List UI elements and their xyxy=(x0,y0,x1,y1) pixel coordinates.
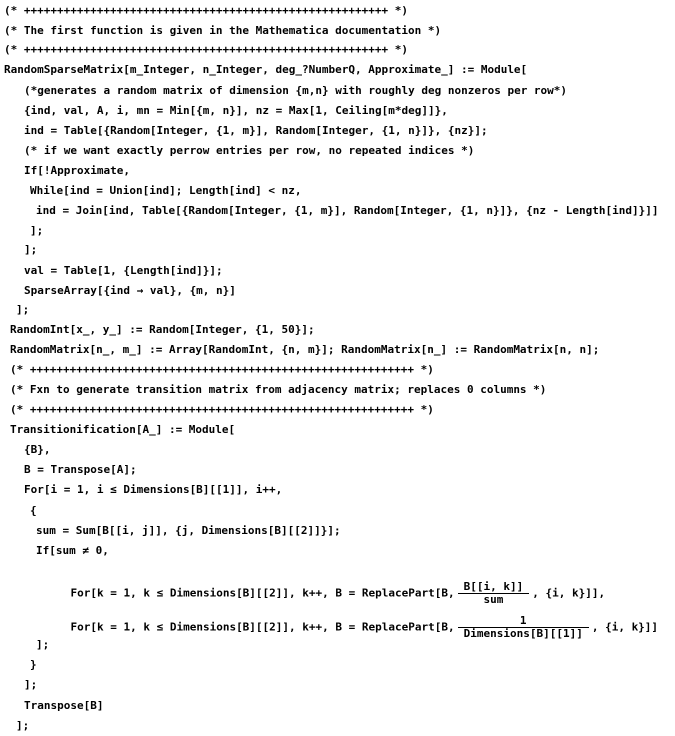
code-segment: , {i, k}]] xyxy=(591,620,659,634)
comment-line: (* The first function is given in the Mathematica documentation *) xyxy=(4,24,442,37)
comment-line: (* +++++++++++++++++++++++++++++++++++++++++++++++++++++++ *) xyxy=(4,4,408,17)
code-line: {B}, xyxy=(24,443,51,456)
code-line: ]; xyxy=(24,243,38,256)
code-line: Transitionification[A_] := Module[ xyxy=(10,423,236,436)
fraction-numerator: B[[i, k]] xyxy=(463,580,524,593)
code-line: ]; xyxy=(24,678,38,691)
code-line: B = Transpose[A]; xyxy=(24,463,137,476)
code-line-with-fraction xyxy=(44,602,658,653)
comment-line: (* ++++++++++++++++++++++++++++++++++++++++++++++++++++++++++ *) xyxy=(10,403,434,416)
fraction-numerator: 1 xyxy=(519,614,527,627)
fraction-denominator: sum xyxy=(458,593,530,606)
code-line: If[!Approximate, xyxy=(24,164,130,177)
code-line: RandomInt[x_, y_] := Random[Integer, {1, 50}]; xyxy=(10,323,315,336)
code-line: val = Table[1, {Length[ind]}]; xyxy=(24,264,223,277)
code-line: RandomMatrix[n_, m_] := Array[RandomInt, {n, m}]; RandomMatrix[n_] := RandomMatrix[n, n]; xyxy=(10,343,600,356)
code-segment: , {i, k}]], xyxy=(532,586,606,600)
code-line: ]; xyxy=(16,719,30,732)
code-line: {ind, val, A, i, mn = Min[{m, n}], nz = Max[1, Ceiling[m*deg]]}, xyxy=(24,104,448,117)
code-line: ]; xyxy=(16,303,30,316)
code-line: } xyxy=(30,658,37,671)
fraction-denominator: Dimensions[B][[1]] xyxy=(458,627,589,640)
code-line: sum = Sum[B[[i, j]], {j, Dimensions[B][[2]]}]; xyxy=(36,524,341,537)
code-line: SparseArray[{ind → val}, {m, n}] xyxy=(24,284,236,297)
code-segment: For[k = 1, k ≤ Dimensions[B][[2]], k++, B = ReplacePart[B, xyxy=(70,586,455,600)
comment-line: (* if we want exactly perrow entries per row, no repeated indices *) xyxy=(24,144,475,157)
code-line: ]; xyxy=(36,638,50,651)
code-line: ind = Join[ind, Table[{Random[Integer, {1, m}], Random[Integer, {1, n}]}, {nz - Length[ind]}]] xyxy=(36,204,659,217)
comment-line: (* Fxn to generate transition matrix from adjacency matrix; replaces 0 columns *) xyxy=(10,383,547,396)
comment-line: (*generates a random matrix of dimension {m,n} with roughly deg nonzeros per row*) xyxy=(24,84,568,97)
code-line: If[sum ≠ 0, xyxy=(36,544,109,557)
code-line: ind = Table[{Random[Integer, {1, m}], Random[Integer, {1, n}]}, {nz}]; xyxy=(24,124,488,137)
code-line: ]; xyxy=(30,224,44,237)
code-segment: For[k = 1, k ≤ Dimensions[B][[2]], k++, B = ReplacePart[B, xyxy=(70,620,455,634)
code-line: While[ind = Union[ind]; Length[ind] < nz, xyxy=(30,184,302,197)
code-line: { xyxy=(30,504,37,517)
fraction xyxy=(458,615,589,640)
code-line: For[i = 1, i ≤ Dimensions[B][[1]], i++, xyxy=(24,483,283,496)
code-line: RandomSparseMatrix[m_Integer, n_Integer, deg_?NumberQ, Approximate_] := Module[ xyxy=(4,63,528,76)
code-line: Transpose[B] xyxy=(24,699,104,712)
comment-line: (* +++++++++++++++++++++++++++++++++++++++++++++++++++++++ *) xyxy=(4,43,408,56)
comment-line: (* ++++++++++++++++++++++++++++++++++++++++++++++++++++++++++ *) xyxy=(10,363,434,376)
